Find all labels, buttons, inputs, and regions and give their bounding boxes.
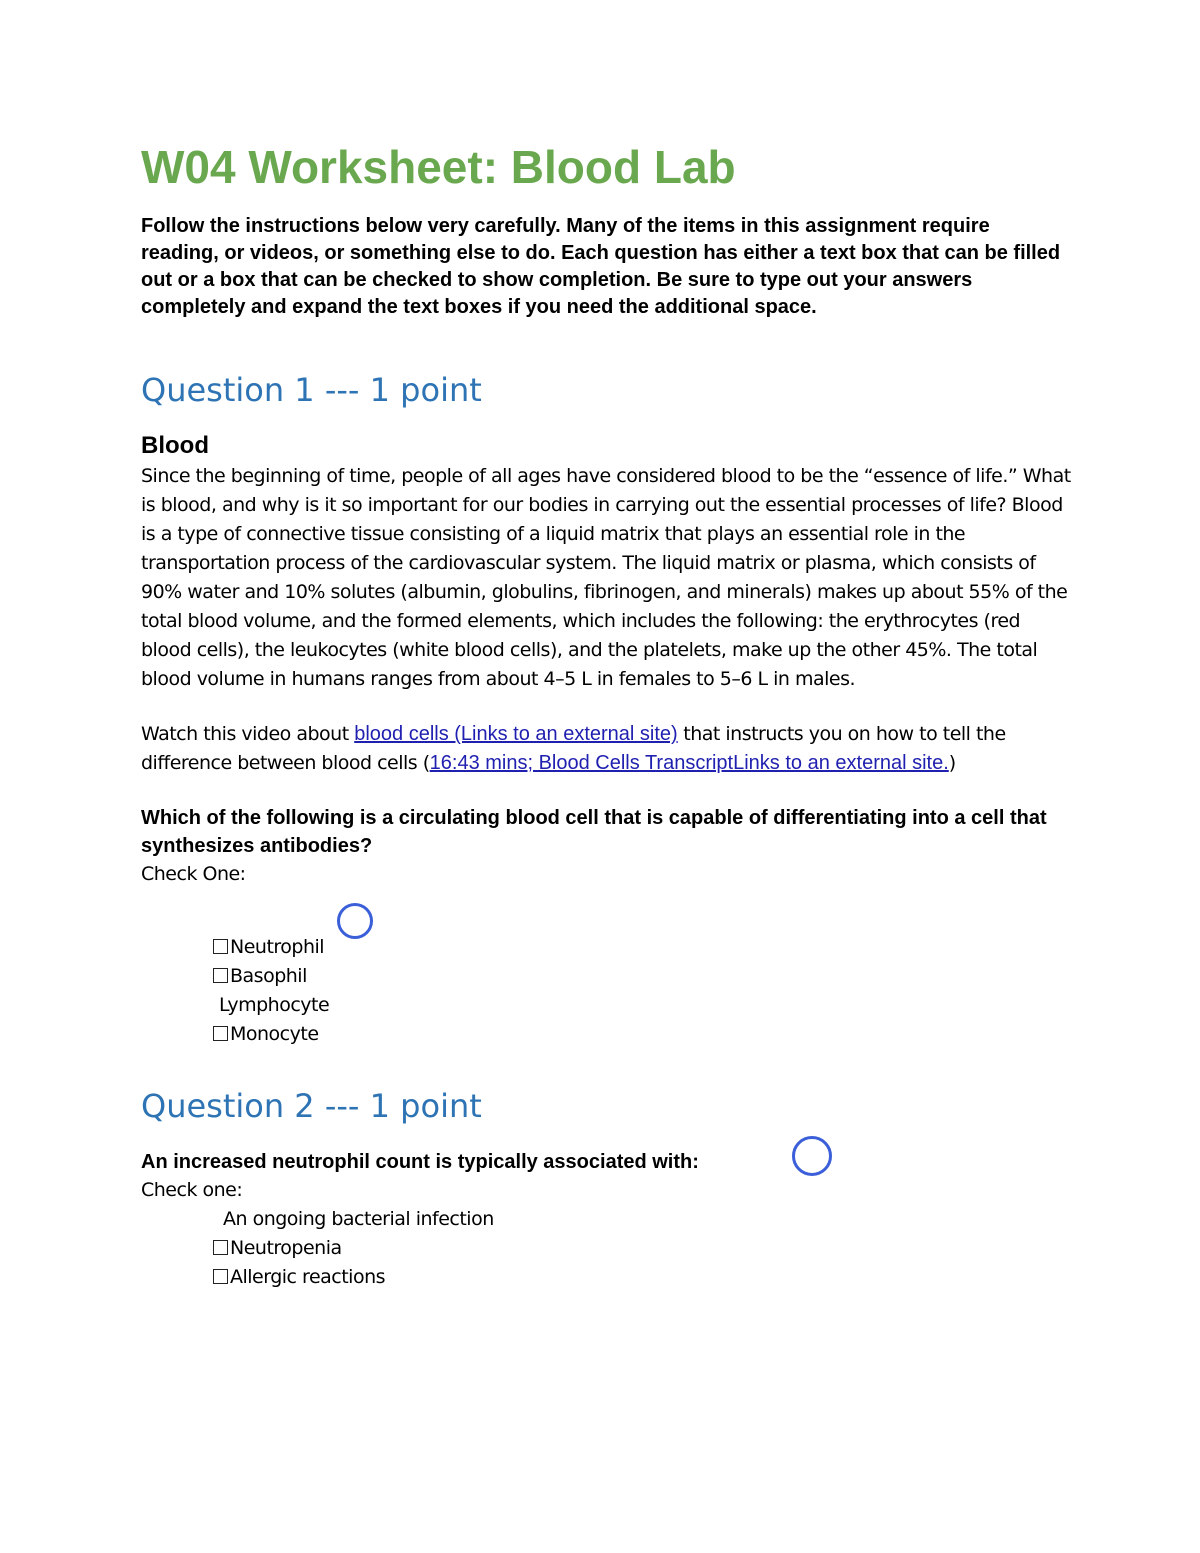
annotation-circle-icon xyxy=(792,1136,832,1176)
blood-paragraph: Since the beginning of time, people of all ages have considered blood to be the “essence of life.” What is blood, and why is it so important for our bodies in carrying out the essential processes of life? Blood is a type of connective tissue consisting of a liquid matrix that plays an essential role in the transportation process of the cardiovascular system. The liquid matrix or plasma, which consists of 90% water and 10% solutes (albumin, globulins, fibrinogen, and minerals) makes up about 55% of the total blood volume, and the formed elements, which includes the following: the erythrocytes (red blood cells), the leukocytes (white blood cells), and the platelets, make up the other 45%. The total blood volume in humans ranges from about 4–5 L in females to 5–6 L in males. xyxy=(141,465,1071,691)
question-2-prompt xyxy=(141,1148,1071,1176)
blood-cells-video-link[interactable]: blood cells (Links to an external site) xyxy=(354,723,678,746)
option-allergic-reactions[interactable] xyxy=(213,1263,1071,1292)
question-2-check-label: Check one: xyxy=(141,1178,243,1201)
option-label: An ongoing bacterial infection xyxy=(223,1207,494,1230)
option-bacterial-infection[interactable] xyxy=(213,1205,1071,1234)
checkbox[interactable] xyxy=(213,1240,228,1255)
question-1-check-label: Check One: xyxy=(141,863,246,886)
option-neutropenia[interactable] xyxy=(213,1234,1071,1263)
watch-suffix: ) xyxy=(948,752,956,775)
checkbox[interactable] xyxy=(213,939,228,954)
question-2-options xyxy=(213,1205,1071,1292)
checkbox[interactable] xyxy=(213,968,228,983)
option-monocyte[interactable] xyxy=(213,1020,1071,1049)
checkbox[interactable] xyxy=(213,1269,228,1284)
option-lymphocyte[interactable] xyxy=(213,991,1071,1020)
question-1-heading: Question 1 --- 1 point xyxy=(141,371,482,410)
transcript-link[interactable]: 16:43 mins; Blood Cells TranscriptLinks to an external site. xyxy=(429,752,949,775)
question-1-prompt: Which of the following is a circulating blood cell that is capable of differentiating into a cell that synthesizes antibodies? xyxy=(141,807,1047,858)
video-instructions xyxy=(141,720,1071,778)
option-label: Monocyte xyxy=(230,1023,319,1046)
checkbox[interactable] xyxy=(213,1026,228,1041)
question-1-options xyxy=(213,933,1071,1049)
option-label: Allergic reactions xyxy=(230,1265,386,1288)
option-basophil[interactable] xyxy=(213,962,1071,991)
blood-section-title: Blood xyxy=(141,431,209,459)
question-2-heading: Question 2 --- 1 point xyxy=(141,1087,482,1126)
option-label: Basophil xyxy=(230,965,307,988)
watch-prefix: Watch this video about xyxy=(141,723,355,746)
document-title: W04 Worksheet: Blood Lab xyxy=(141,141,736,193)
option-neutrophil[interactable] xyxy=(213,933,1071,962)
annotation-circle-icon xyxy=(337,903,373,939)
option-label: Lymphocyte xyxy=(219,994,330,1017)
intro-instructions: Follow the instructions below very carefully. Many of the items in this assignment require reading, or videos, or something else to do. Each question has either a text box that can be filled out or a box that can be checked to show completion. Be sure to type out your answers completely and expand the text boxes if you need the additional space. xyxy=(141,215,1061,319)
question-2-text: An increased neutrophil count is typically associated with: xyxy=(141,1150,699,1173)
watch-middle: that instructs you on how to tell the difference between blood cells ( xyxy=(141,723,1006,775)
worksheet-page xyxy=(141,140,1071,1292)
option-label: Neutropenia xyxy=(230,1236,342,1259)
option-label: Neutrophil xyxy=(230,936,325,959)
